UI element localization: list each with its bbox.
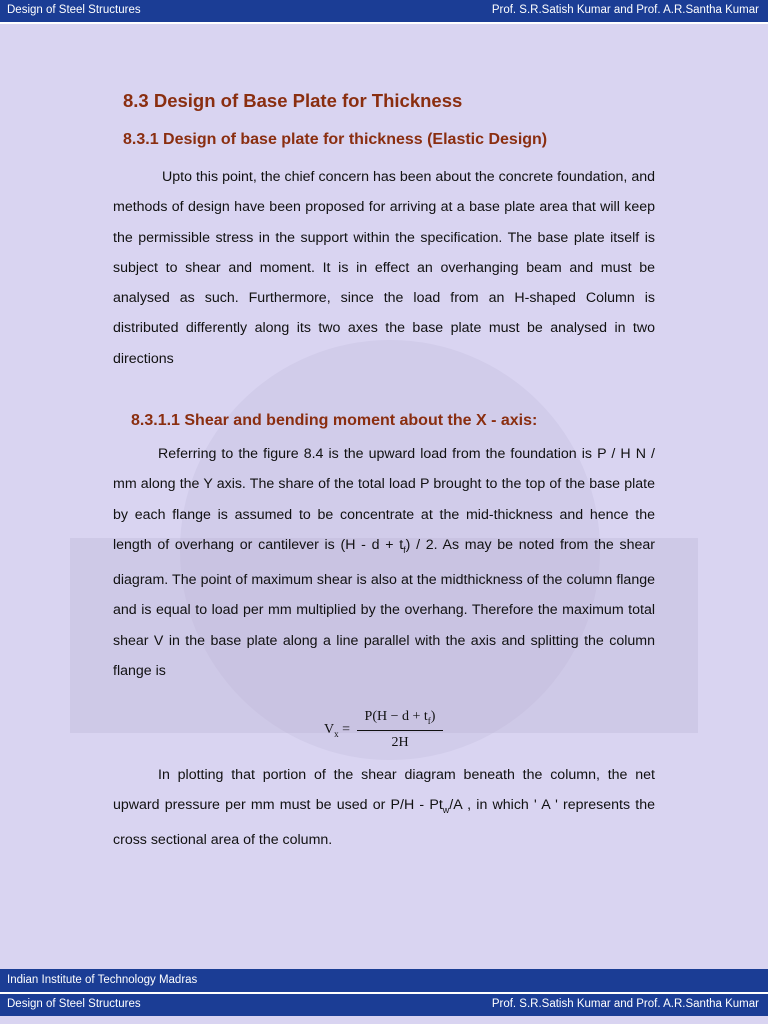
equation-fraction [357,706,443,752]
intro-paragraph: Upto this point, the chief concern has been about the concrete foundation, and methods of design have been proposed for arriving at a base plate area that will keep the permissible stress in the support within the specification. The base plate itself is subject to shear and moment. It is in effect an overhanging beam and must be analysed as such. Furthermore, since the load from an H-shaped Column is distributed differently along its two axes the base plate must be analysed in two directions [113,169,655,367]
page-header [0,0,768,22]
header-divider [0,22,768,24]
footer-course-title: Design of Steel Structures [7,998,141,1010]
footer-authors: Prof. S.R.Satish Kumar and Prof. A.R.Santha Kumar [491,998,759,1010]
subsection-title: 8.3.1 Design of base plate for thickness (Elastic Design) [123,131,548,148]
page-footer [0,994,768,1016]
fraction-bar [357,730,443,731]
shear-paragraph: Referring to the figure 8.4 is the upward load from the foundation is P / H N / mm along the Y axis. The share of the total load P brought to the top of the base plate by each flange is assumed to be concentrate at the mid-thickness and hence the length of overhang or cantilever is $(H - d + t_f) / 2$. As may be noted from the shear diagram. The point of maximum shear is also at the midthickness of the column flange and is equal to load per mm multiplied by the overhang. Therefore the maximum total shear V in the base plate along a line parallel with the axis and splitting the column flange is [113,446,655,679]
footer-institute-bar [0,969,768,992]
header-authors: Prof. S.R.Satish Kumar and Prof. A.R.Santha Kumar [491,4,759,16]
header-course-title: Design of Steel Structures [7,4,141,16]
footer-institute: Indian Institute of Technology Madras [7,974,198,986]
equation-denominator: 2H [391,735,409,750]
equation-numerator: $P(H - d + t_f)$ [364,709,436,726]
equation-lhs: $V_x$ = [324,722,351,739]
pressure-paragraph: In plotting that portion of the shear diagram beneath the column, the net upward pressure per mm must be used or $P/H - Pt_w/A$ , in which ' A ' represents the cross sectional area of the column. [113,767,655,849]
section-title: 8.3 Design of Base Plate for Thickness [123,90,463,111]
subsubsection-title: 8.3.1.1 Shear and bending moment about the X - axis: [131,412,538,429]
